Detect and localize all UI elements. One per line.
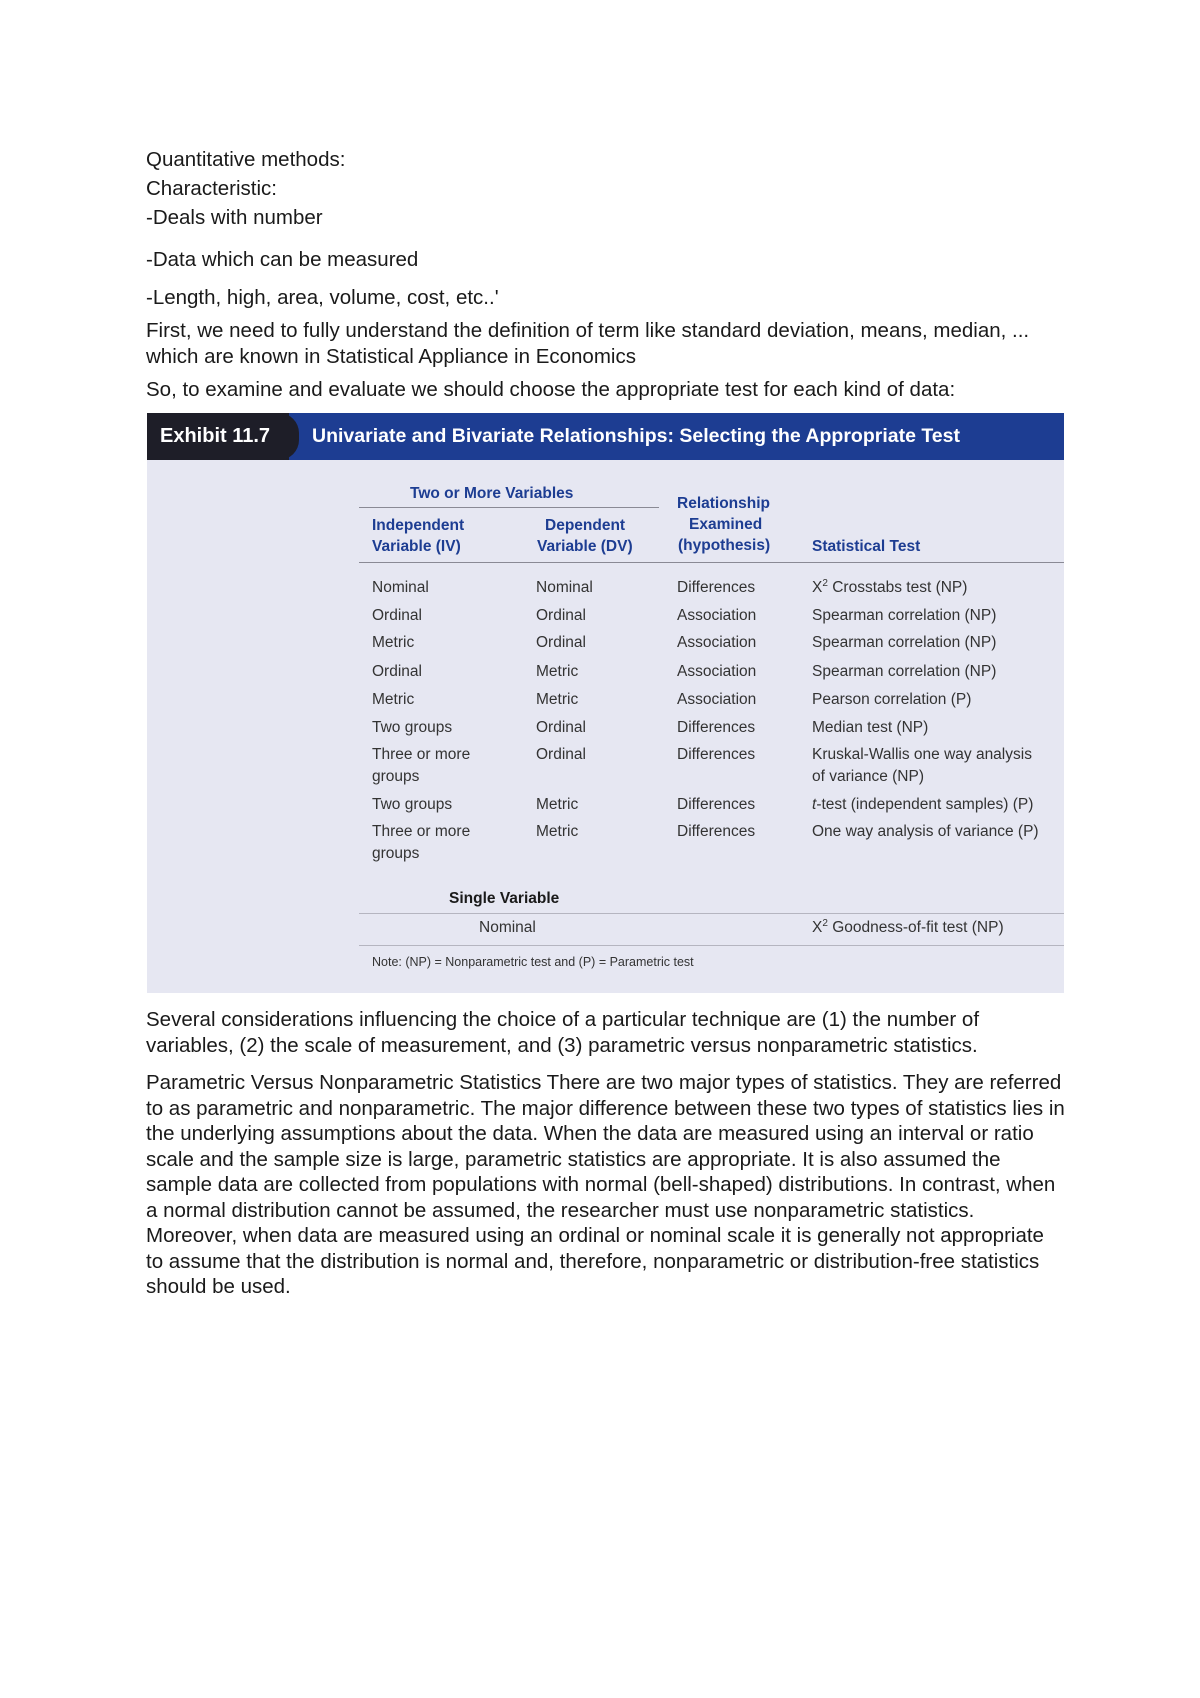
row9-dv: Metric	[536, 823, 579, 840]
table-note: Note: (NP) = Nonparametric test and (P) = Parametric test	[372, 955, 694, 969]
row8-iv: Two groups	[372, 796, 453, 813]
bullet-length-high: -Length, high, area, volume, cost, etc..'	[146, 286, 499, 309]
intro-section	[146, 145, 1066, 403]
row7-iv-cont: groups	[372, 768, 420, 785]
row2-dv: Ordinal	[536, 607, 586, 624]
row7-dv: Ordinal	[536, 746, 586, 763]
exhibit-number: Exhibit 11.7	[147, 413, 289, 460]
exhibit-figure	[147, 413, 1064, 993]
row5-test: Pearson correlation (P)	[812, 691, 972, 708]
row8-rel: Differences	[677, 796, 756, 813]
row7-test: Kruskal-Wallis one way analysis	[812, 746, 1032, 763]
paragraph-considerations: Several considerations influencing the choice of a particular technique are (1) the number of variables, (2) the scale of measurement, and (3) parametric versus nonparametric statistics.	[146, 1008, 980, 1057]
header-two-or-more-variables: Two or More Variables	[410, 485, 574, 502]
header-rel-line2: Examined	[689, 516, 763, 533]
row1-test: $X^2$ Crosstabs test (NP)	[812, 578, 968, 596]
row6-iv: Two groups	[372, 719, 453, 736]
row9-iv-cont: groups	[372, 845, 420, 862]
row4-dv: Metric	[536, 663, 579, 680]
exhibit-title: Univariate and Bivariate Relationships: Selecting the Appropriate Test	[312, 425, 960, 447]
header-iv-line1: Independent	[372, 517, 465, 534]
paragraph-examine: So, to examine and evaluate we should choose the appropriate test for each kind of data:	[146, 378, 956, 401]
row6-rel: Differences	[677, 719, 756, 736]
row7-test-cont: of variance (NP)	[812, 768, 924, 785]
divider-single	[359, 913, 1064, 914]
row2-iv: Ordinal	[372, 607, 422, 624]
heading-quantitative-methods: Quantitative methods:	[146, 148, 346, 171]
paragraph-definitions: First, we need to fully understand the definition of term like standard deviation, means, median, ... which are known in Statistical Appliance in Economics	[146, 319, 1030, 368]
row5-iv: Metric	[372, 691, 415, 708]
row3-iv: Metric	[372, 634, 415, 651]
row6-dv: Ordinal	[536, 719, 586, 736]
header-dv-line2: Variable (DV)	[537, 538, 633, 555]
bullet-deals-with-number: -Deals with number	[146, 206, 323, 229]
row1-dv: Nominal	[536, 579, 593, 596]
row3-dv: Ordinal	[536, 634, 586, 651]
row1-iv: Nominal	[372, 579, 429, 596]
divider-note	[359, 945, 1064, 946]
row8-test: t-test (independent samples) (P)	[812, 796, 1034, 813]
row4-test: Spearman correlation (NP)	[812, 663, 997, 680]
row9-test: One way analysis of variance (P)	[812, 823, 1039, 840]
row1-rel: Differences	[677, 579, 756, 596]
row7-iv: Three or more	[372, 746, 471, 763]
row9-iv: Three or more	[372, 823, 471, 840]
row6-test: Median test (NP)	[812, 719, 929, 736]
row5-dv: Metric	[536, 691, 579, 708]
single-var-nominal: Nominal	[479, 919, 536, 936]
header-dv-line1: Dependent	[545, 517, 626, 534]
header-rel-line1: Relationship	[677, 495, 771, 512]
row7-rel: Differences	[677, 746, 756, 763]
header-rel-line3: (hypothesis)	[678, 537, 771, 554]
row5-rel: Association	[677, 691, 757, 708]
header-statistical-test: Statistical Test	[812, 538, 921, 555]
header-iv-line2: Variable (IV)	[372, 538, 461, 555]
body-section	[146, 1007, 1066, 1300]
paragraph-parametric: Parametric Versus Nonparametric Statistics There are two major types of statistics. They are referred to as parametric and nonparametric. The major difference between these two types of statistics lies in the underlying assumptions about the data. When the data are measured using an interval or ratio scale and the sample size is large, parametric statistics are appropriate. It is also assumed the sample data are collected from populations with normal (bell-shaped) distributions. In contrast, when a normal distribution cannot be assumed, the researcher must use nonparametric statistics. Moreover, when data are measured using an ordinal or nominal scale it is generally not appropriate to assume that the distribution is normal and, therefore, nonparametric or distribution-free statistics should be used.	[146, 1071, 1065, 1298]
bullet-data-measured: -Data which can be measured	[146, 248, 419, 271]
row9-rel: Differences	[677, 823, 756, 840]
row8-dv: Metric	[536, 796, 579, 813]
exhibit-table	[147, 413, 1064, 993]
header-single-variable: Single Variable	[449, 890, 560, 907]
divider-group	[359, 507, 659, 508]
single-test: $X^2$ Goodness-of-fit test (NP)	[812, 918, 1004, 936]
row4-rel: Association	[677, 663, 757, 680]
row3-rel: Association	[677, 634, 757, 651]
row2-test: Spearman correlation (NP)	[812, 607, 997, 624]
heading-characteristic: Characteristic:	[146, 177, 278, 200]
row2-rel: Association	[677, 607, 757, 624]
row4-iv: Ordinal	[372, 663, 422, 680]
row3-test: Spearman correlation (NP)	[812, 634, 997, 651]
divider-header	[359, 562, 1064, 563]
